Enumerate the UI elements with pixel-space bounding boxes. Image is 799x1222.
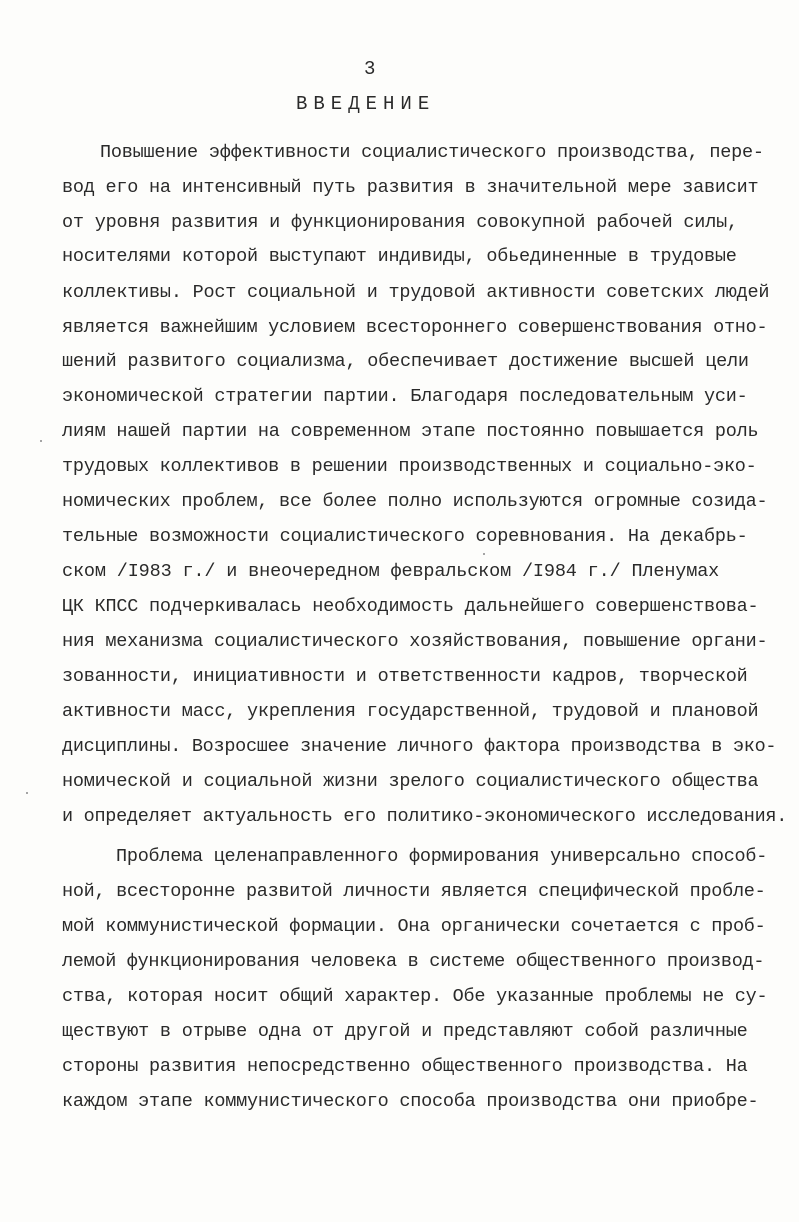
text-line: зованности, инициативности и ответственности кадров, творческой [62, 666, 748, 687]
text-line: является важнейшим условием всестороннего совершенствования отно- [62, 317, 768, 338]
text-line: мой коммунистической формации. Она органически сочетается с проб- [62, 916, 766, 937]
page-number: 3 [364, 58, 376, 80]
section-heading: ВВЕДЕНИЕ [296, 93, 436, 115]
text-line: от уровня развития и функционирования совокупной рабочей силы, [62, 212, 738, 233]
text-line: лиям нашей партии на современном этапе постоянно повышается роль [62, 421, 759, 442]
text-line: ЦК КПСС подчеркивалась необходимость дальнейшего совершенствова- [62, 596, 759, 617]
text-line: ществуют в отрыве одна от другой и представляют собой различные [62, 1021, 748, 1042]
text-line: активности масс, укрепления государственной, трудовой и плановой [62, 701, 759, 722]
text-line: шений развитого социализма, обеспечивает достижение высшей цели [62, 351, 749, 372]
text-line: ства, которая носит общий характер. Обе указанные проблемы не су- [62, 986, 768, 1007]
text-line: номических проблем, все более полно используются огромные созида- [62, 491, 768, 512]
text-line: и определяет актуальность его политико-экономического исследования. [62, 806, 788, 827]
margin-speck [483, 553, 485, 555]
text-line: коллективы. Рост социальной и трудовой активности советских людей [62, 282, 770, 303]
text-line: вод его на интенсивный путь развития в значительной мере зависит [62, 177, 759, 198]
margin-speck [26, 792, 28, 794]
text-line: каждом этапе коммунистического способа производства они приобре- [62, 1091, 759, 1112]
text-line: трудовых коллективов в решении производственных и социально-эко- [62, 456, 757, 477]
text-line: дисциплины. Возросшее значение личного фактора производства в эко- [62, 736, 777, 757]
text-line: ском /I983 г./ и внеочередном февральском /I984 г./ Пленумах [62, 561, 720, 582]
margin-speck [40, 440, 42, 442]
text-line: Повышение эффективности социалистического производства, пере- [100, 142, 764, 163]
text-line: Проблема целенаправленного формирования универсально способ- [116, 846, 768, 867]
text-line: носителями которой выступают индивиды, обьединенные в трудовые [62, 246, 737, 267]
text-line: ния механизма социалистического хозяйствования, повышение органи- [62, 631, 768, 652]
text-line: номической и социальной жизни зрелого социалистического общества [62, 771, 759, 792]
text-line: тельные возможности социалистического соревнования. На декабрь- [62, 526, 748, 547]
text-line: ной, всесторонне развитой личности является специфической пробле- [62, 881, 766, 902]
text-line: экономической стратегии партии. Благодаря последовательным уси- [62, 386, 748, 407]
text-line: стороны развития непосредственно общественного производства. На [62, 1056, 748, 1077]
text-line: лемой функционирования человека в системе общественного производ- [62, 951, 765, 972]
